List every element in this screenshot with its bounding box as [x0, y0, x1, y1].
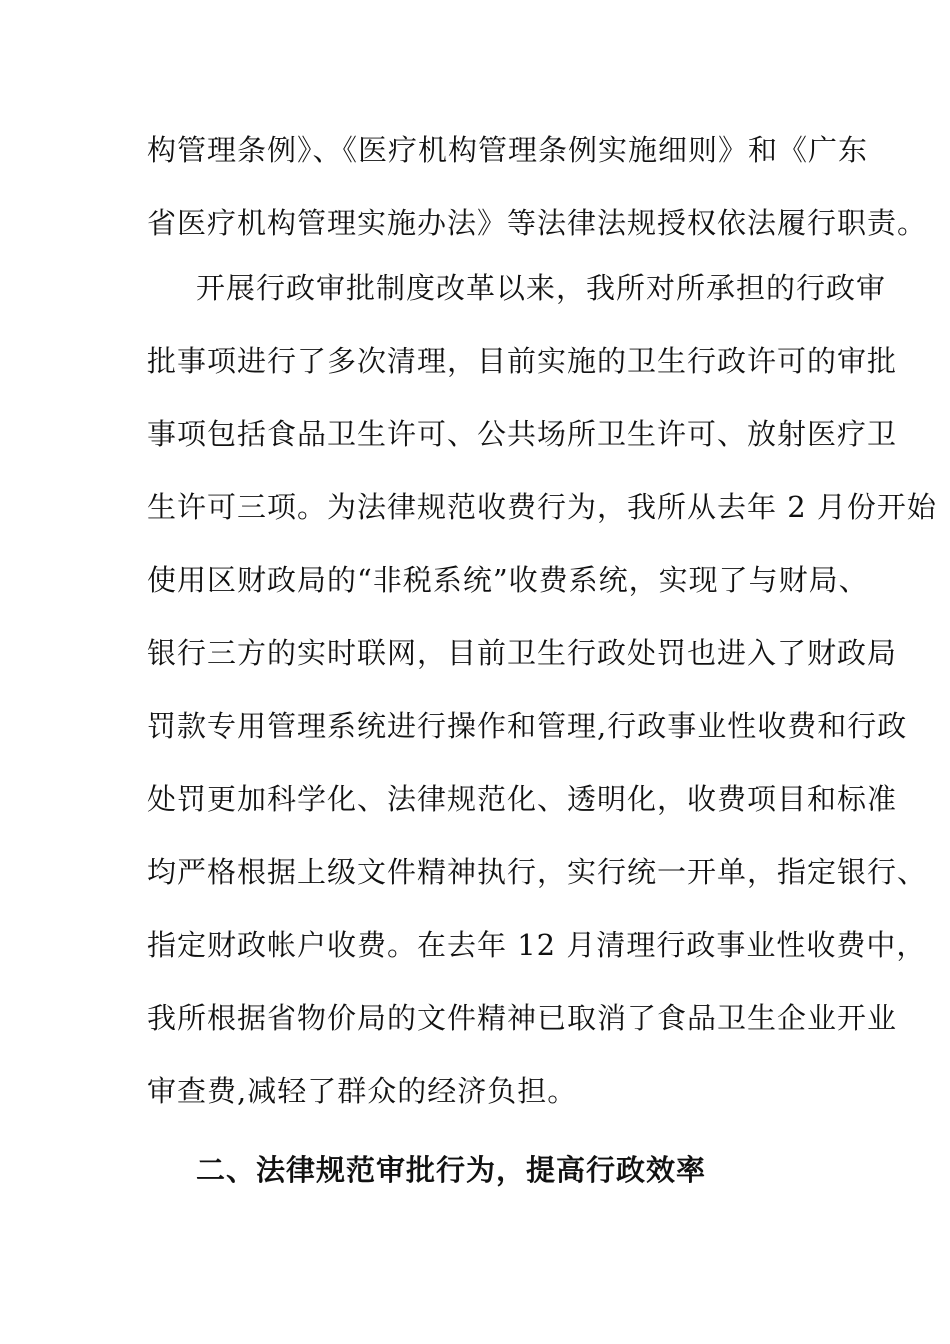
- paragraph-line-6: 生许可三项。为法律规范收费行为，我所从去年 2 月份开始: [147, 490, 937, 524]
- paragraph-line-11: 均严格根据上级文件精神执行，实行统一开单，指定银行、: [147, 855, 928, 889]
- paragraph-line-10: 处罚更加科学化、法律规范化、透明化，收费项目和标准: [147, 782, 898, 816]
- paragraph-line-5: 事项包括食品卫生许可、公共场所卫生许可、放射医疗卫: [147, 417, 898, 451]
- paragraph-line-13: 我所根据省物价局的文件精神已取消了食品卫生企业开业: [147, 1001, 898, 1035]
- paragraph-line-3: 开展行政审批制度改革以来，我所对所承担的行政审: [196, 271, 887, 305]
- paragraph-line-12: 指定财政帐户收费。在去年 12 月清理行政事业性收费中，: [147, 928, 927, 962]
- section-heading: 二、法律规范审批行为，提高行政效率: [196, 1153, 707, 1187]
- paragraph-line-1: 构管理条例》、《医疗机构管理条例实施细则》和《广东: [147, 133, 869, 167]
- paragraph-line-8: 银行三方的实时联网，目前卫生行政处罚也进入了财政局: [147, 636, 898, 670]
- paragraph-line-9: 罚款专用管理系统进行操作和管理,行政事业性收费和行政: [147, 709, 908, 743]
- paragraph-line-7: 使用区财政局的“非税系统”收费系统，实现了与财局、: [147, 563, 869, 597]
- paragraph-line-2: 省医疗机构管理实施办法》等法律法规授权依法履行职责。: [147, 206, 928, 240]
- paragraph-line-14: 审查费,减轻了群众的经济负担。: [147, 1074, 578, 1108]
- paragraph-line-4: 批事项进行了多次清理，目前实施的卫生行政许可的审批: [147, 344, 898, 378]
